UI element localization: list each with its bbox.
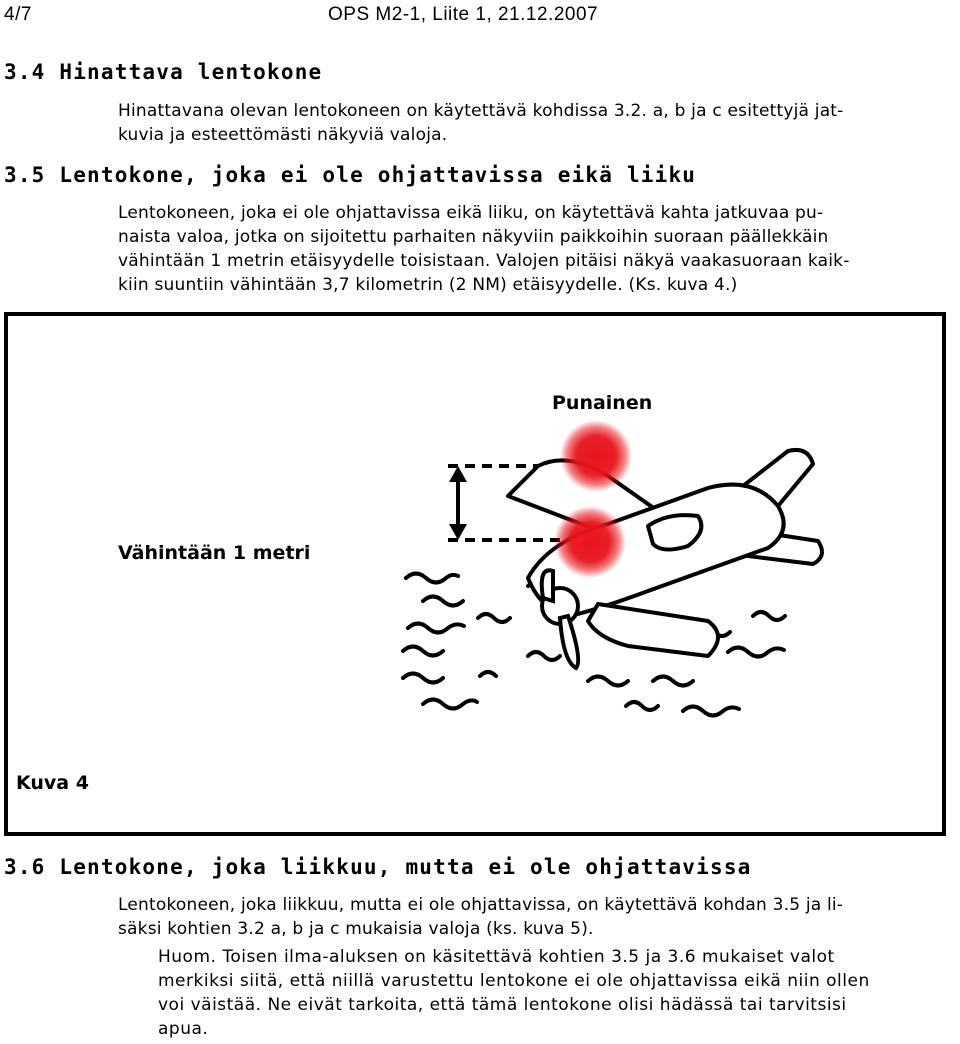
body-line: Hinattavana olevan lentokoneen on käytettävä kohdissa 3.2. a, b ja c esitettyjä jat- [118, 101, 844, 121]
section-body-3-6 [118, 893, 954, 941]
arrow-up-icon [449, 466, 467, 482]
airplane [508, 450, 822, 656]
section-heading-3-6: 3.6 Lentokone, joka liikkuu, mutta ei ole ohjattavissa [4, 855, 752, 879]
body-line: kiin suuntiin vähintään 3,7 kilometrin (2 NM) etäisyydelle. (Ks. kuva 4.) [118, 275, 738, 295]
body-line: Lentokoneen, joka liikkuu, mutta ei ole ohjattavissa, on käytettävä kohdan 3.5 ja li- [118, 895, 844, 915]
note-block [158, 945, 954, 1041]
figure-caption: Kuva 4 [16, 772, 89, 794]
note-line: apua. [158, 1019, 209, 1039]
section-heading-3-4: 3.4 Hinattava lentokone [4, 60, 323, 84]
arrow-down-icon [449, 524, 467, 540]
section-body-3-4 [118, 99, 954, 147]
label-vahintaan-1-metri: Vähintään 1 metri [118, 542, 311, 564]
airplane-with-red-lights-illustration [8, 316, 942, 832]
body-line: vähintään 1 metrin etäisyydelle toisistaan. Valojen pitäisi näkyä vaakasuoraan kaik- [118, 251, 850, 271]
section-body-3-5 [118, 201, 954, 297]
body-line: kuvia ja esteettömästi näkyviä valoja. [118, 125, 448, 145]
note-line: voi väistää. Ne eivät tarkoita, että tämä lentokone olisi hädässä tai tarvitsisi [158, 995, 847, 1015]
note-line: Huom. Toisen ilma-aluksen on käsitettävä kohtien 3.5 ja 3.6 mukaiset valot [158, 947, 835, 967]
section-heading-3-5: 3.5 Lentokone, joka ei ole ohjattavissa eikä liiku [4, 163, 697, 187]
lower-red-light [554, 506, 626, 578]
body-line: säksi kohtien 3.2 a, b ja c mukaisia valoja (ks. kuva 5). [118, 919, 594, 939]
document-title: OPS M2-1, Liite 1, 21.12.2007 [328, 4, 599, 25]
lower-wing [588, 604, 718, 656]
label-punainen: Punainen [552, 392, 653, 414]
body-line: naista valoa, jotka on sijoitettu parhaiten näkyviin paikkoihin suoraan päällekkäin [118, 227, 829, 247]
note-line: merkiksi siitä, että niillä varustettu lentokone ei ole ohjattavissa eikä niin ollen [158, 971, 870, 991]
page-number: 4/7 [4, 4, 32, 25]
figure-kuva-4 [4, 312, 946, 836]
body-line: Lentokoneen, joka ei ole ohjattavissa eikä liiku, on käytettävä kahta jatkuvaa pu- [118, 203, 824, 223]
upper-red-light [560, 420, 632, 492]
